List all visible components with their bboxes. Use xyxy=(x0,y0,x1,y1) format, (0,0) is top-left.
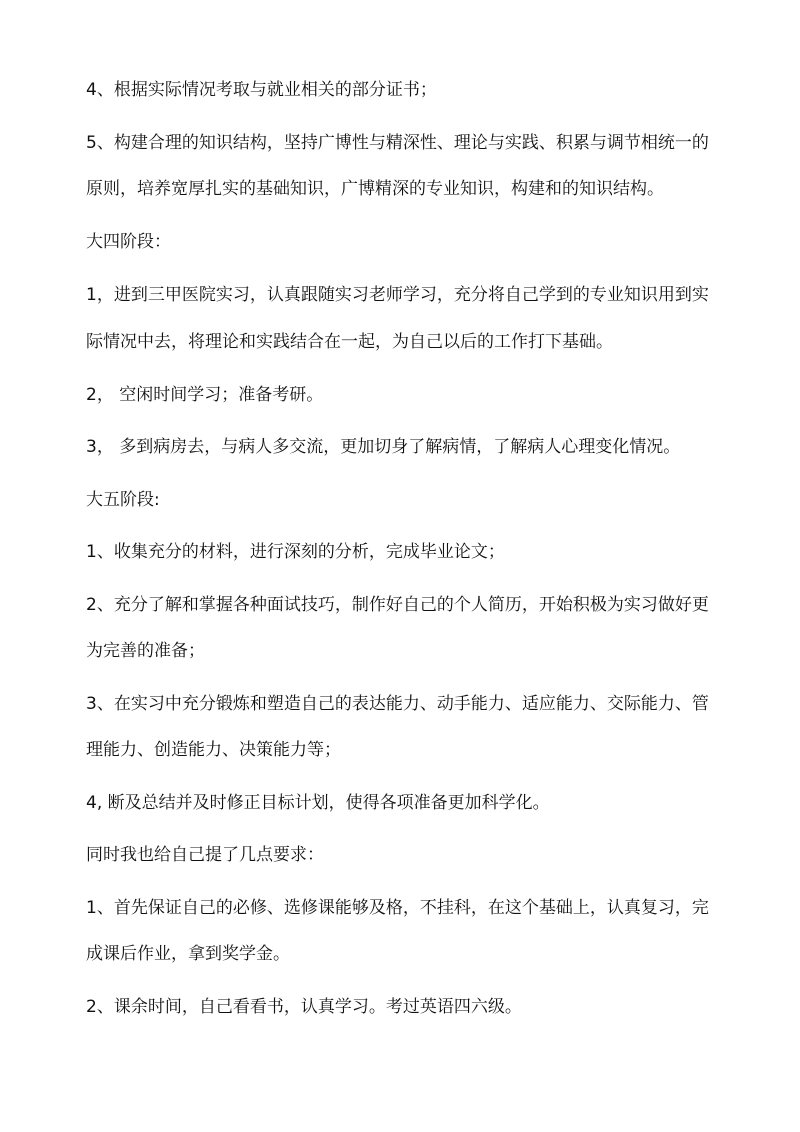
text-line: 1，进到三甲医院实习，认真跟随实习老师学习，充分将自己学到的专业知识用到实 xyxy=(86,285,709,305)
text-line: 3、在实习中充分锻炼和塑造自己的表达能力、动手能力、适应能力、交际能力、管 xyxy=(86,694,709,714)
text-line: 际情况中去，将理论和实践结合在一起，为自己以后的工作打下基础。 xyxy=(86,332,613,352)
text-line: 5、构建合理的知识结构，坚持广博性与精深性、理论与实践、积累与调节相统一的 xyxy=(86,133,709,153)
text-line: 1、收集充分的材料，进行深刻的分析，完成毕业论文； xyxy=(86,542,505,562)
text-line: 成课后作业，拿到奖学金。 xyxy=(86,944,290,964)
text-line: 理能力、创造能力、决策能力等； xyxy=(86,740,341,760)
text-line: 原则，培养宽厚扎实的基础知识，广博精深的专业知识，构建和的知识结构。 xyxy=(86,179,664,199)
text-line: 4, 断及总结并及时修正目标计划，使得各项准备更加科学化。 xyxy=(86,793,550,813)
text-line: 3， 多到病房去，与病人多交流，更加切身了解病情，了解病人心理变化情况。 xyxy=(86,437,681,457)
section-heading: 大五阶段: xyxy=(86,490,160,510)
text-line: 4、根据实际情况考取与就业相关的部分证书； xyxy=(86,80,437,100)
section-heading: 大四阶段： xyxy=(86,232,171,252)
text-line: 同时我也给自己提了几点要求： xyxy=(86,845,324,865)
text-line: 为完善的准备； xyxy=(86,641,205,661)
text-line: 1、首先保证自己的必修、选修课能够及格，不挂科，在这个基础上，认真复习，完 xyxy=(86,898,709,918)
text-line: 2， 空闲时间学习；准备考研。 xyxy=(86,385,324,405)
text-line: 2、课余时间，自己看看书，认真学习。考过英语四六级。 xyxy=(86,997,522,1017)
text-line: 2、充分了解和掌握各种面试技巧，制作好自己的个人简历，开始积极为实习做好更 xyxy=(86,595,709,615)
